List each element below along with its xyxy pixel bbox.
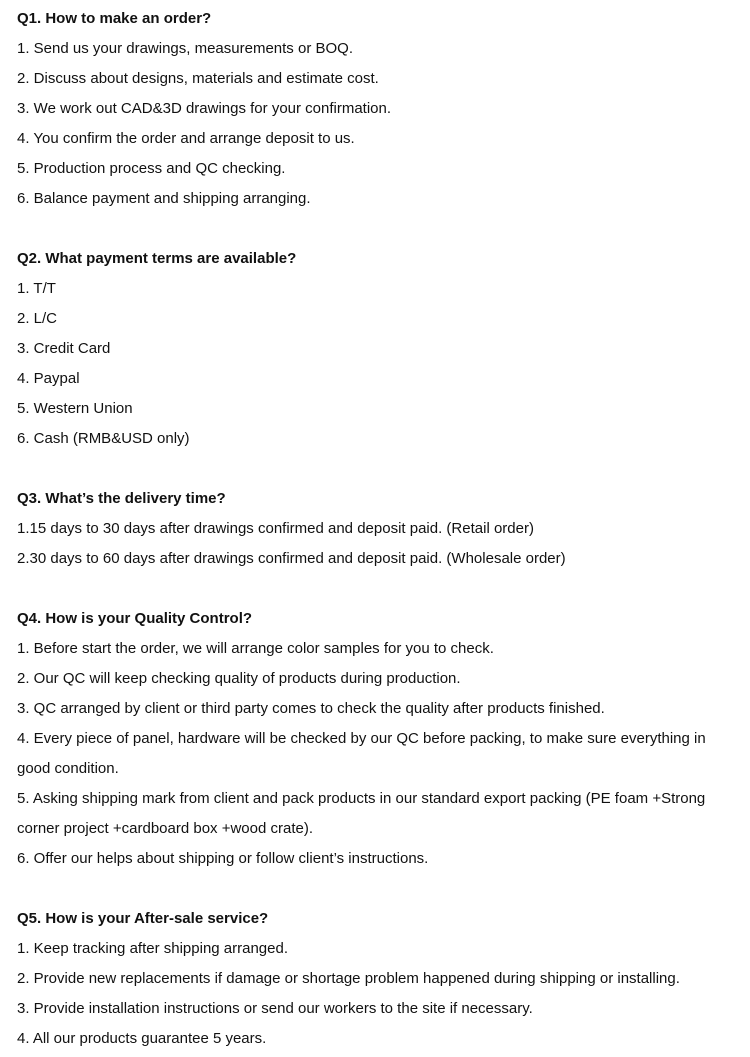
answer-item: 1. Send us your drawings, measurements or BOQ. — [17, 40, 353, 57]
answer-list — [17, 634, 750, 874]
faq-section-q3 — [17, 484, 750, 574]
answer-item: 6. Cash (RMB&USD only) — [17, 430, 190, 447]
question-heading: Q3. What’s the delivery time? — [17, 490, 226, 507]
answer-item: 6. Balance payment and shipping arranging. — [17, 190, 311, 207]
answer-item: 2.30 days to 60 days after drawings confirmed and deposit paid. (Wholesale order) — [17, 550, 566, 567]
answer-item: 2. Our QC will keep checking quality of products during production. — [17, 670, 461, 687]
answer-item: 5. Western Union — [17, 400, 133, 417]
faq-section-q4 — [17, 604, 750, 874]
answer-item: 2. L/C — [17, 310, 58, 327]
answer-item: 1.15 days to 30 days after drawings confirmed and deposit paid. (Retail order) — [17, 520, 534, 537]
question-heading: Q4. How is your Quality Control? — [17, 610, 253, 627]
answer-item: 4. Paypal — [17, 370, 80, 387]
answer-item: 5. Asking shipping mark from client and pack products in our standard export packing (PE foam +Strong corner project +cardboard box +wood crate). — [17, 790, 706, 837]
answer-item: 6. Offer our helps about shipping or follow client’s instructions. — [17, 850, 429, 867]
answer-item: 4. You confirm the order and arrange deposit to us. — [17, 130, 355, 147]
answer-list — [17, 514, 750, 574]
answer-item: 3. We work out CAD&3D drawings for your confirmation. — [17, 100, 392, 117]
answer-item: 4. Every piece of panel, hardware will be checked by our QC before packing, to make sure everything in good condition. — [17, 730, 706, 777]
answer-item: 2. Provide new replacements if damage or shortage problem happened during shipping or installing. — [17, 970, 680, 987]
faq-section-q5 — [17, 904, 750, 1054]
answer-list — [17, 34, 750, 214]
answer-item: 4. All our products guarantee 5 years. — [17, 1030, 267, 1047]
faq-section-q1 — [17, 4, 750, 214]
answer-list — [17, 934, 750, 1054]
answer-item: 5. Production process and QC checking. — [17, 160, 286, 177]
question-heading: Q1. How to make an order? — [17, 10, 212, 27]
answer-item: 3. QC arranged by client or third party comes to check the quality after products finished. — [17, 700, 605, 717]
answer-item: 3. Credit Card — [17, 340, 111, 357]
answer-item: 3. Provide installation instructions or send our workers to the site if necessary. — [17, 1000, 533, 1017]
answer-item: 1. Keep tracking after shipping arranged. — [17, 940, 289, 957]
answer-item: 1. Before start the order, we will arrange color samples for you to check. — [17, 640, 494, 657]
answer-item: 1. T/T — [17, 280, 56, 297]
question-heading: Q5. How is your After-sale service? — [17, 910, 269, 927]
faq-section-q2 — [17, 244, 750, 454]
question-heading: Q2. What payment terms are available? — [17, 250, 297, 267]
answer-list — [17, 274, 750, 454]
answer-item: 2. Discuss about designs, materials and estimate cost. — [17, 70, 379, 87]
